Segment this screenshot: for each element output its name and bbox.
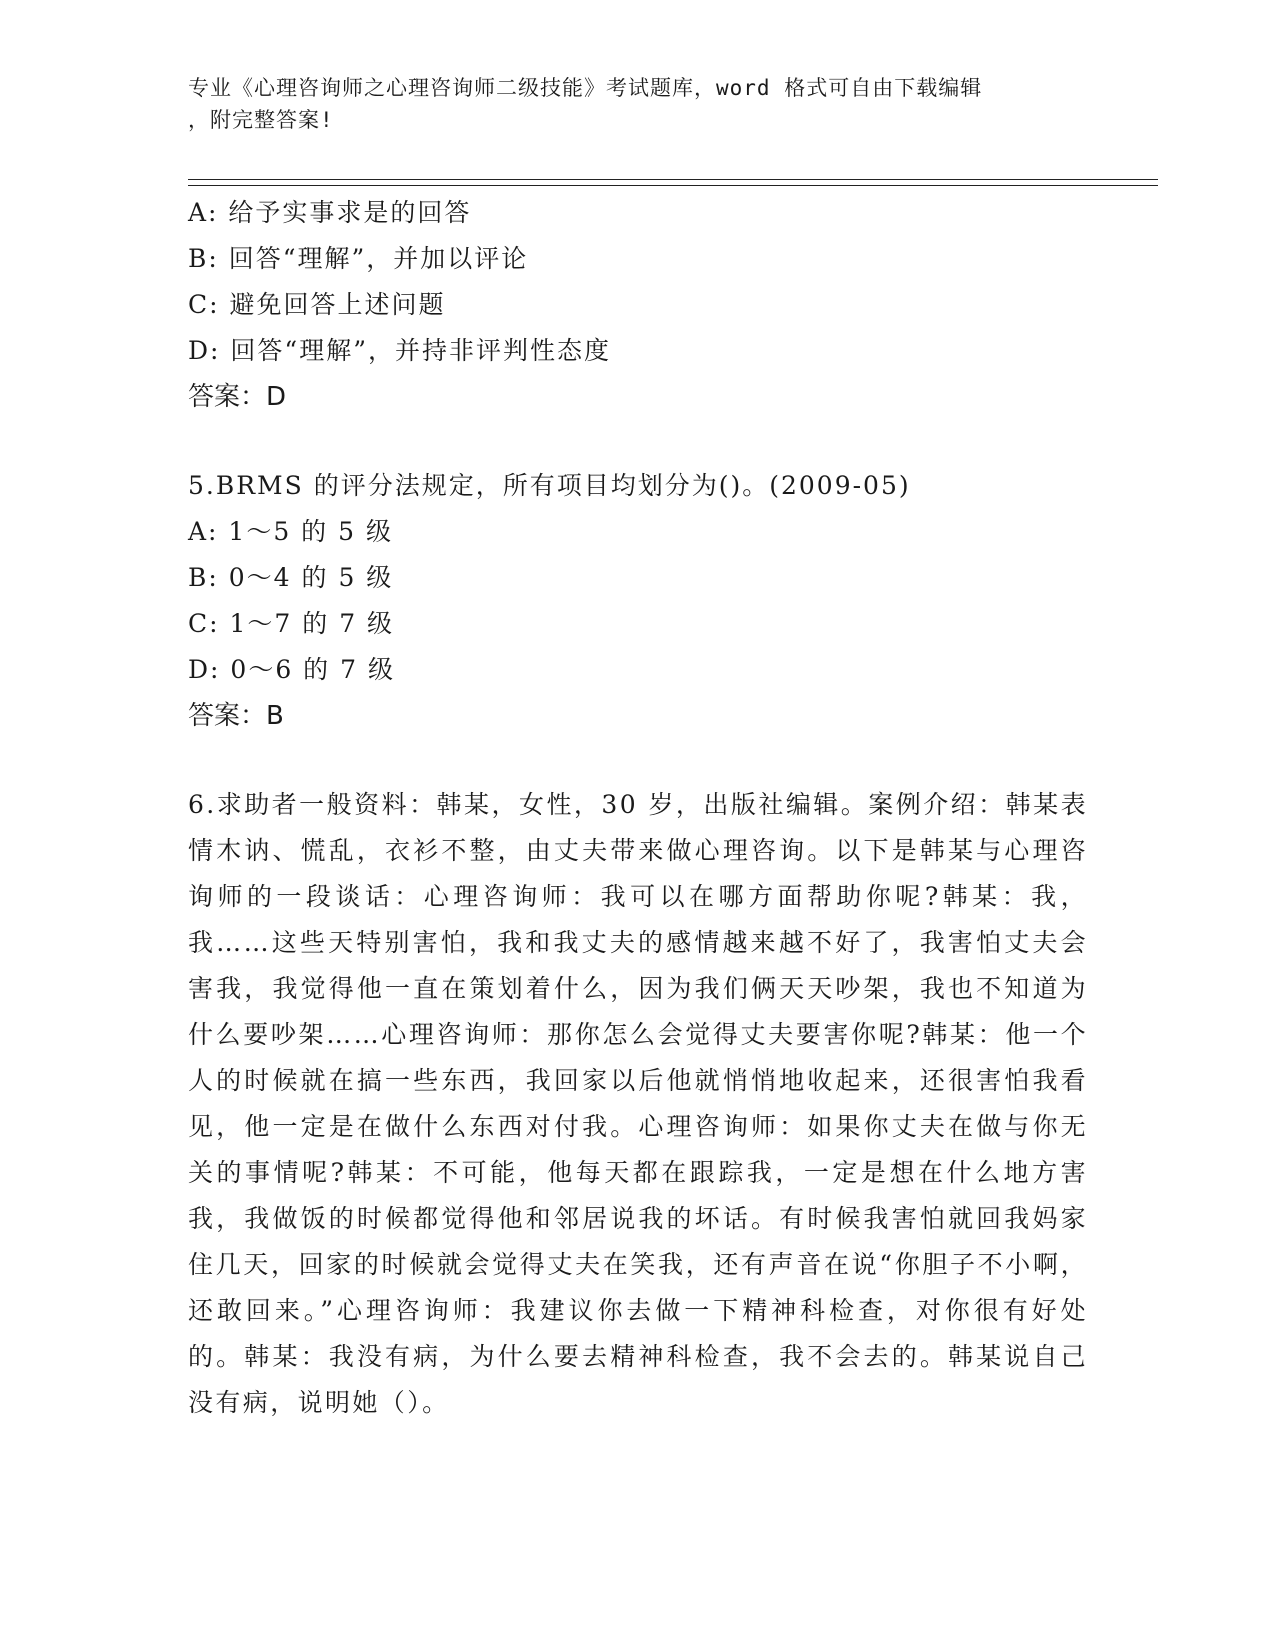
question-5-block xyxy=(188,463,1088,739)
q5-option-a: A: 1～5 的 5 级 xyxy=(188,517,393,546)
q4-option-d: D: 回答“理解”，并持非评判性态度 xyxy=(188,336,611,365)
document-header xyxy=(188,72,1088,136)
question-4-block xyxy=(188,190,1088,420)
header-line-2: ，附完整答案! xyxy=(188,108,334,132)
header-rule-top xyxy=(188,179,1158,180)
q4-option-b: B: 回答“理解”，并加以评论 xyxy=(188,244,529,273)
document-body xyxy=(188,190,1088,1426)
q6-question: 6.求助者一般资料：韩某，女性，30 岁，出版社编辑。案例介绍：韩某表情木讷、慌乱，衣衫不整，由丈夫带来做心理咨询。以下是韩某与心理咨询师的一段谈话：心理咨询师：我可以在哪方面帮助你呢?韩某：我，我……这些天特别害怕，我和我丈夫的感情越来越不好了，我害怕丈夫会害我，我觉得他一直在策划着什么，因为我们俩天天吵架，我也不知道为什么要吵架……心理咨询师：那你怎么会觉得丈夫要害你呢?韩某：他一个人的时候就在搞一些东西，我回家以后他就悄悄地收起来，还很害怕我看见，他一定是在做什么东西对付我。心理咨询师：如果你丈夫在做与你无关的事情呢?韩某：不可能，他每天都在跟踪我，一定是想在什么地方害我，我做饭的时候都觉得他和邻居说我的坏话。有时候我害怕就回我妈家住几天，回家的时候就会觉得丈夫在笑我，还有声音在说“你胆子不小啊，还敢回来。”心理咨询师：我建议你去做一下精神科检查，对你很有好处的。韩某：我没有病，为什么要去精神科检查，我不会去的。韩某说自己没有病，说明她（）。 xyxy=(188,790,1088,1417)
spacer xyxy=(188,420,1088,463)
q5-option-b: B: 0～4 的 5 级 xyxy=(188,563,394,592)
q5-option-d: D: 0～6 的 7 级 xyxy=(188,655,395,684)
header-rule-bottom xyxy=(188,185,1158,186)
spacer xyxy=(188,739,1088,782)
question-6-block xyxy=(188,782,1088,1426)
q4-option-a: A: 给予实事求是的回答 xyxy=(188,198,472,227)
q4-answer: 答案：D xyxy=(188,382,287,412)
header-line-1: 专业《心理咨询师之心理咨询师二级技能》考试题库，word 格式可自由下载编辑 xyxy=(188,76,983,100)
q5-option-c: C: 1～7 的 7 级 xyxy=(188,609,395,638)
q5-answer: 答案：B xyxy=(188,701,284,731)
q4-option-c: C: 避免回答上述问题 xyxy=(188,290,446,319)
q5-question: 5.BRMS 的评分法规定，所有项目均划分为()。(2009-05) xyxy=(188,471,911,500)
